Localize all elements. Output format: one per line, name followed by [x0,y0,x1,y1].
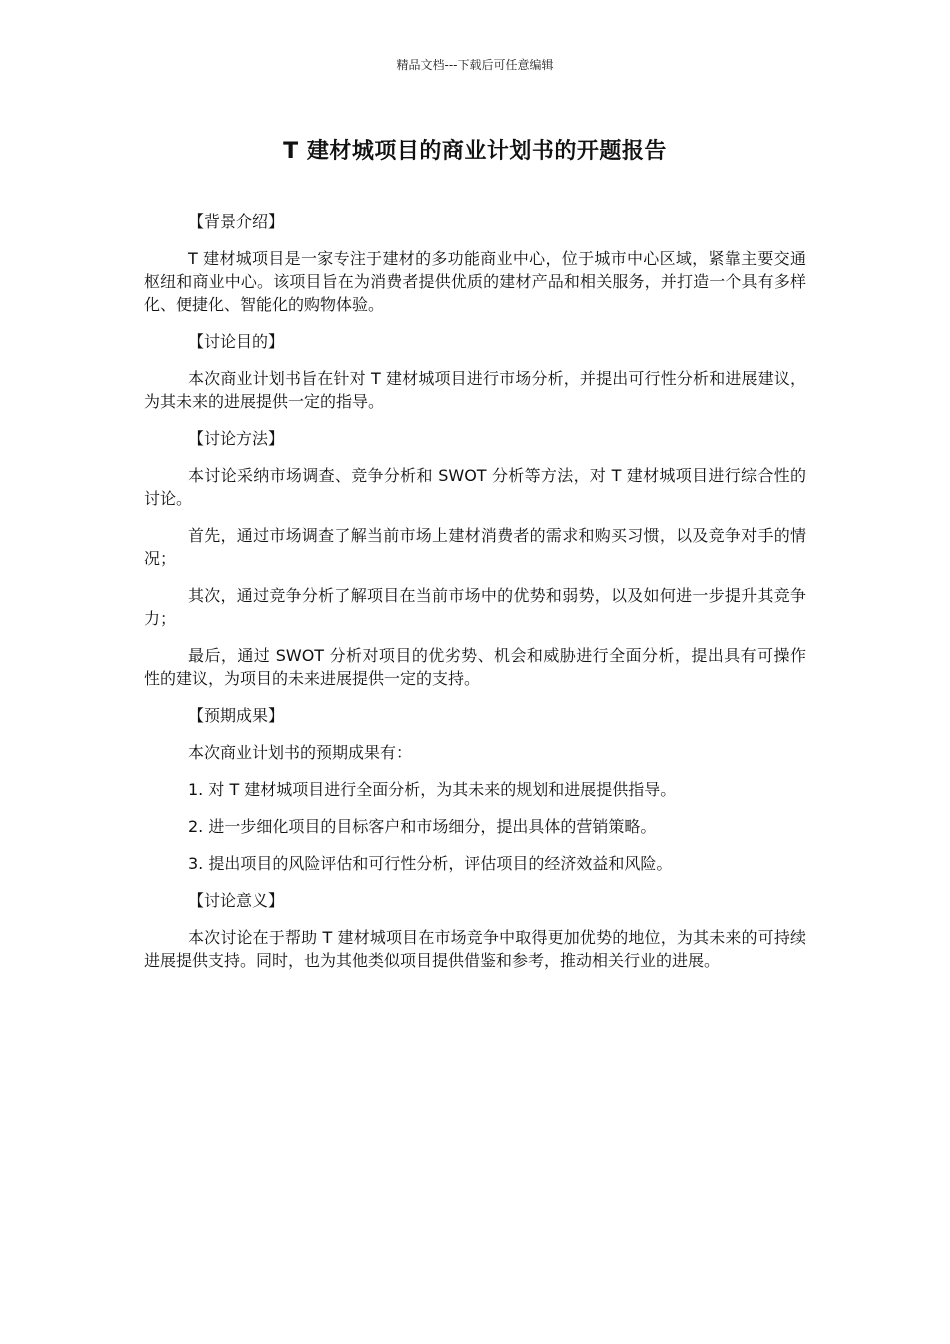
section-heading-significance: 【讨论意义】 [188,891,285,910]
section-heading-results: 【预期成果】 [188,706,285,725]
method-paragraph: 本讨论采纳市场调查、竞争分析和 SWOT 分析等方法，对 T 建材城项目进行综合性的讨论。 [144,466,806,508]
purpose-paragraph: 本次商业计划书旨在针对 T 建材城项目进行市场分析，并提出可行性分析和进展建议，为其未来的进展提供一定的指导。 [144,369,806,411]
significance-paragraph: 本次讨论在于帮助 T 建材城项目在市场竞争中取得更加优势的地位，为其未来的可持续进展提供支持。同时，也为其他类似项目提供借鉴和参考，推动相关行业的进展。 [144,928,806,970]
section-heading-purpose: 【讨论目的】 [188,332,285,351]
method-step-last: 最后，通过 SWOT 分析对项目的优劣势、机会和威胁进行全面分析，提出具有可操作性的建议，为项目的未来进展提供一定的支持。 [144,646,806,688]
header-note: 精品文档---下载后可任意编辑 [396,58,554,72]
results-list-item: 3. 提出项目的风险评估和可行性分析，评估项目的经济效益和风险。 [188,854,673,873]
method-step-second: 其次，通过竞争分析了解项目在当前市场中的优势和弱势，以及如何进一步提升其竞争力； [144,586,806,628]
method-step-first: 首先，通过市场调查了解当前市场上建材消费者的需求和购买习惯，以及竞争对手的情况； [144,526,806,568]
background-paragraph: T 建材城项目是一家专注于建材的多功能商业中心，位于城市中心区域，紧靠主要交通枢纽和商业中心。该项目旨在为消费者提供优质的建材产品和相关服务，并打造一个具有多样化、便捷化、智能化的购物体验。 [144,249,806,314]
section-heading-method: 【讨论方法】 [188,429,285,448]
section-heading-background: 【背景介绍】 [188,212,285,231]
document-body [144,210,806,986]
results-list-item: 1. 对 T 建材城项目进行全面分析，为其未来的规划和进展提供指导。 [188,780,677,799]
results-list-item: 2. 进一步细化项目的目标客户和市场细分，提出具体的营销策略。 [188,817,657,836]
results-intro: 本次商业计划书的预期成果有： [188,743,413,762]
document-title: T 建材城项目的商业计划书的开题报告 [283,139,667,164]
